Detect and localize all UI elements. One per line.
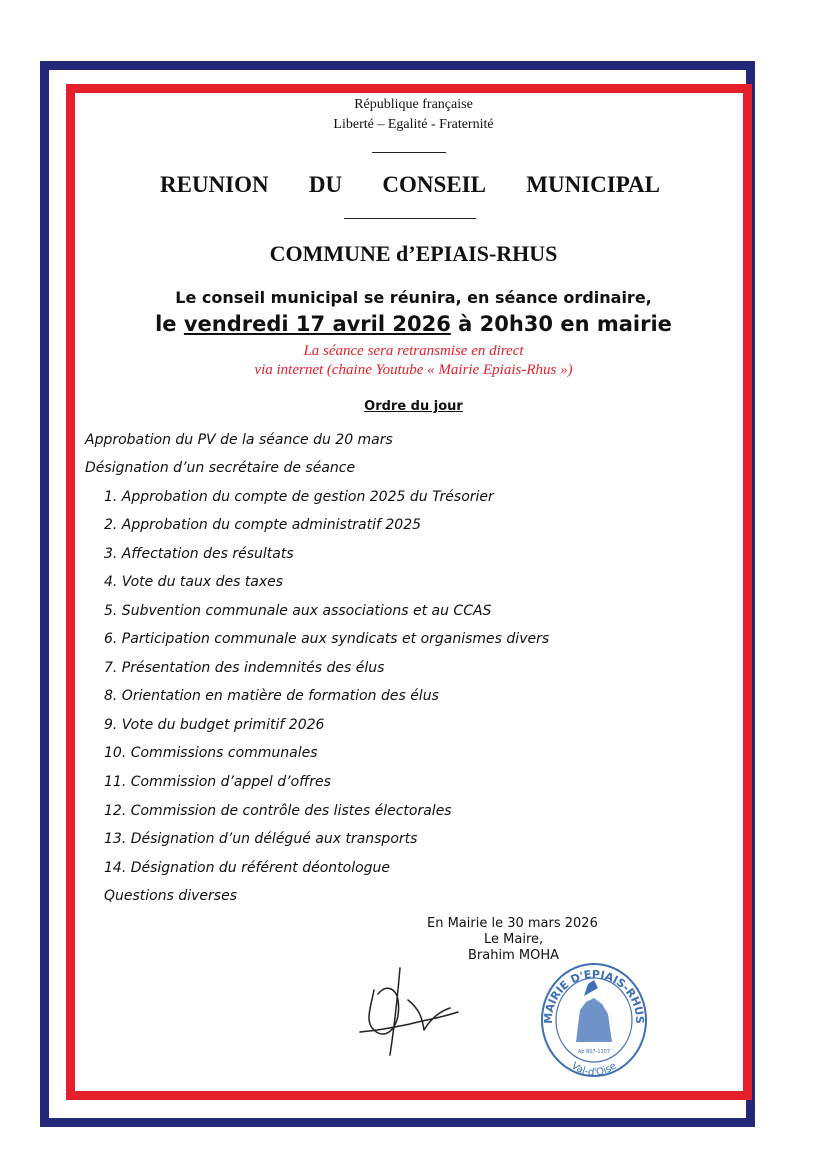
date-suffix: à 20h30 en mairie bbox=[450, 312, 672, 336]
divider bbox=[344, 218, 476, 219]
svg-text:Val-d'Oise bbox=[569, 1061, 619, 1079]
agenda-preamble: Désignation d’un secrétaire de séance bbox=[85, 460, 356, 476]
agenda-heading: Ordre du jour bbox=[364, 399, 463, 414]
inner-red-border bbox=[66, 84, 752, 1100]
agenda-item: 5. Subvention communale aux associations et au CCAS bbox=[104, 603, 492, 619]
agenda-item: 12. Commission de contrôle des listes électorales bbox=[104, 803, 452, 819]
stamp-top-text: MAIRIE D'EPIAIS-RHUS bbox=[541, 967, 647, 1024]
signature-role: Le Maire, bbox=[484, 932, 544, 947]
agenda-item: 4. Vote du taux des taxes bbox=[104, 574, 284, 590]
divider bbox=[372, 152, 446, 153]
mairie-stamp bbox=[538, 958, 650, 1082]
broadcast-note: La séance sera retransmise en direct bbox=[303, 343, 524, 359]
signature-name: Brahim MOHA bbox=[468, 948, 559, 963]
motto: Liberté – Egalité - Fraternité bbox=[333, 117, 494, 132]
commune-name: COMMUNE d’EPIAIS-RHUS bbox=[269, 241, 558, 266]
agenda-item: 2. Approbation du compte administratif 2025 bbox=[104, 517, 422, 533]
title-word: CONSEIL bbox=[382, 172, 486, 197]
agenda-item: 10. Commissions communales bbox=[104, 745, 318, 761]
agenda-item: 3. Affectation des résultats bbox=[104, 546, 294, 562]
meeting-date-line bbox=[0, 312, 827, 336]
agenda-item: 7. Présentation des indemnités des élus bbox=[104, 660, 385, 676]
title-word: MUNICIPAL bbox=[526, 172, 660, 197]
agenda-item: 9. Vote du budget primitif 2026 bbox=[104, 717, 325, 733]
republic-label: République française bbox=[354, 97, 473, 112]
date-prefix: le bbox=[155, 312, 184, 336]
agenda-item: 6. Participation communale aux syndicats et organismes divers bbox=[104, 631, 550, 647]
handwritten-signature bbox=[350, 960, 470, 1060]
agenda-item: 11. Commission d’appel d’offres bbox=[104, 774, 331, 790]
agenda-item: 13. Désignation d’un délégué aux transports bbox=[104, 831, 418, 847]
page-title bbox=[160, 172, 660, 198]
broadcast-note: via internet (chaine Youtube « Mairie Epiais-Rhus ») bbox=[254, 362, 573, 378]
title-word: DU bbox=[308, 172, 343, 197]
agenda-item: 14. Désignation du référent déontologue bbox=[104, 860, 391, 876]
title-word: REUNION bbox=[160, 172, 269, 197]
agenda-preamble: Approbation du PV de la séance du 20 mars bbox=[85, 432, 393, 448]
agenda-item: Questions diverses bbox=[104, 888, 237, 904]
agenda-item: 8. Orientation en matière de formation des élus bbox=[104, 688, 439, 704]
stamp-bottom-text: Val-d'Oise bbox=[569, 1060, 619, 1079]
stamp-small-text: Ap 807-1207 bbox=[577, 1049, 611, 1055]
agenda-item: 1. Approbation du compte de gestion 2025 du Trésorier bbox=[104, 489, 494, 505]
signature-place-date: En Mairie le 30 mars 2026 bbox=[427, 916, 598, 931]
announcement-line: Le conseil municipal se réunira, en séance ordinaire, bbox=[175, 288, 652, 307]
meeting-date: vendredi 17 avril 2026 bbox=[183, 312, 451, 336]
